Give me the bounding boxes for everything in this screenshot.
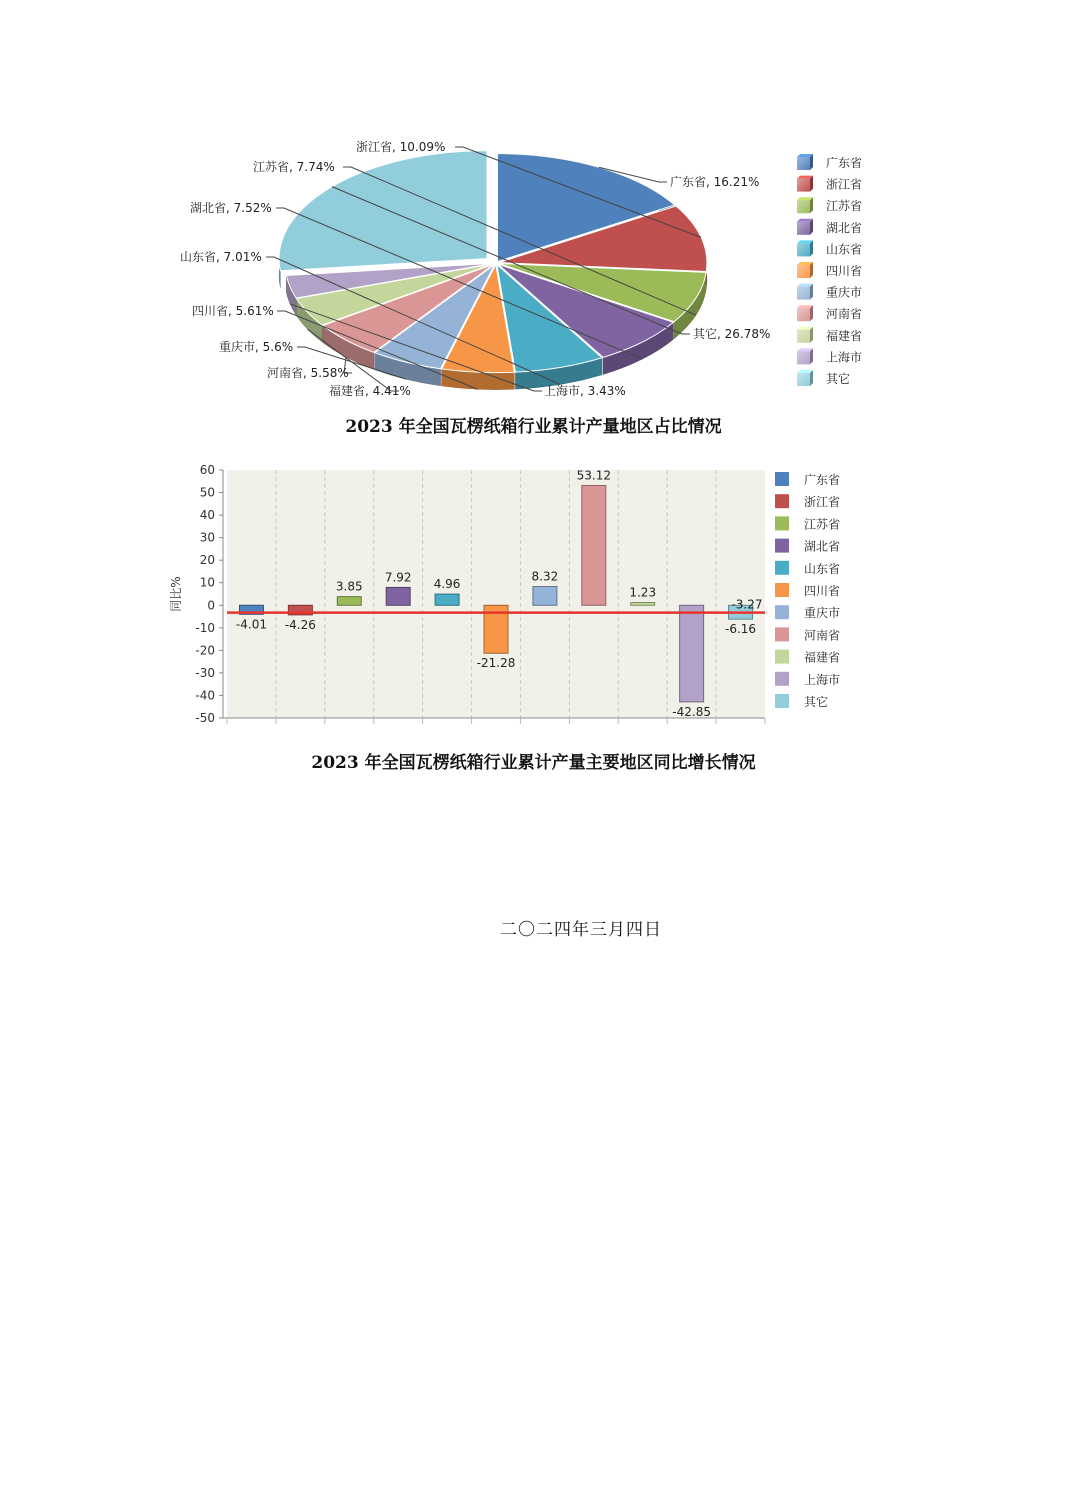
- pie-slice-label: 湖北省, 7.52%: [190, 201, 272, 215]
- legend-swatch: [775, 583, 789, 597]
- legend-label: 河南省: [804, 628, 841, 643]
- bar: [680, 605, 704, 702]
- legend-label: 福建省: [804, 650, 841, 665]
- y-tick-label: 30: [199, 530, 215, 545]
- legend-label: 其它: [804, 695, 829, 709]
- document-date: 二〇二四年三月四日: [500, 920, 662, 940]
- bar: [582, 486, 606, 606]
- legend-label: 上海市: [804, 672, 841, 687]
- legend-swatch: [775, 494, 789, 508]
- y-tick-label: -30: [195, 665, 215, 680]
- pie-slice-label: 福建省, 4.41%: [329, 384, 411, 398]
- bar: [337, 597, 361, 606]
- pie-slice-label: 其它, 26.78%: [693, 327, 771, 341]
- bar-value-label: -4.26: [284, 617, 316, 632]
- pie-slice-label: 江苏省, 7.74%: [253, 160, 335, 174]
- bar: [631, 602, 655, 605]
- y-axis-label: 同比%: [169, 576, 183, 612]
- reference-line-label: -3.27: [731, 597, 763, 612]
- legend-label: 江苏省: [826, 199, 863, 214]
- bar-value-label: 4.96: [433, 577, 461, 592]
- pie-slice-label: 河南省, 5.58%: [267, 366, 349, 380]
- y-tick-label: 50: [199, 485, 215, 500]
- bar-value-label: 1.23: [629, 585, 657, 600]
- pie-slice-label: 浙江省, 10.09%: [356, 140, 446, 154]
- legend-label: 广东省: [804, 473, 841, 487]
- bar-value-label: -6.16: [725, 622, 757, 637]
- bar-chart: [0, 0, 1067, 745]
- legend-label: 广东省: [826, 156, 863, 170]
- bar-value-label: -4.01: [235, 617, 267, 632]
- legend-swatch: [775, 650, 789, 664]
- y-tick-label: 10: [199, 575, 215, 590]
- y-tick-label: -20: [195, 643, 215, 658]
- pie-slice-label: 山东省, 7.01%: [180, 250, 262, 264]
- bar-value-label: -21.28: [476, 656, 516, 671]
- y-tick-label: -40: [195, 688, 215, 703]
- legend-swatch: [775, 561, 789, 575]
- legend-swatch: [775, 516, 789, 530]
- bar: [533, 587, 557, 606]
- y-tick-label: 60: [199, 463, 215, 477]
- bar-value-label: 7.92: [384, 570, 412, 585]
- legend-label: 上海市: [826, 350, 863, 365]
- legend-label: 四川省: [826, 264, 863, 278]
- y-tick-label: -10: [195, 620, 215, 635]
- legend-label: 浙江省: [826, 177, 863, 192]
- bar-value-label: 3.85: [335, 579, 363, 594]
- legend-swatch: [775, 472, 789, 486]
- bar: [435, 594, 459, 605]
- pie-slice-label: 四川省, 5.61%: [192, 304, 274, 318]
- y-tick-label: 40: [199, 508, 215, 523]
- legend-label: 重庆市: [826, 285, 863, 300]
- legend-label: 重庆市: [804, 606, 841, 621]
- pie-slice-label: 广东省, 16.21%: [670, 175, 760, 189]
- legend-label: 浙江省: [804, 495, 841, 510]
- legend-swatch: [775, 539, 789, 553]
- legend-label: 福建省: [826, 328, 863, 343]
- y-tick-label: 0: [207, 598, 215, 613]
- pie-slice-label: 重庆市, 5.6%: [219, 340, 294, 354]
- pie-chart-title: 2023 年全国瓦楞纸箱行业累计产量地区占比情况: [345, 417, 722, 437]
- legend-label: 四川省: [804, 584, 841, 598]
- legend-swatch: [775, 672, 789, 686]
- legend-label: 湖北省: [826, 220, 863, 235]
- pie-slice-label: 上海市, 3.43%: [544, 384, 626, 398]
- legend-swatch: [775, 605, 789, 619]
- bar-value-label: 8.32: [531, 569, 559, 584]
- legend-label: 山东省: [804, 561, 841, 576]
- y-tick-label: -50: [195, 711, 215, 725]
- bar: [386, 587, 410, 605]
- y-tick-label: 20: [199, 553, 215, 568]
- legend-label: 湖北省: [804, 539, 841, 554]
- legend-swatch: [775, 627, 789, 641]
- legend-label: 河南省: [826, 307, 863, 322]
- legend-label: 山东省: [826, 242, 863, 257]
- legend-label: 江苏省: [804, 517, 841, 532]
- legend-label: 其它: [826, 372, 851, 386]
- bar-value-label: -42.85: [672, 704, 711, 719]
- bar-chart-title: 2023 年全国瓦楞纸箱行业累计产量主要地区同比增长情况: [311, 753, 756, 773]
- bar-value-label: 53.12: [576, 468, 611, 483]
- legend-swatch: [775, 694, 789, 708]
